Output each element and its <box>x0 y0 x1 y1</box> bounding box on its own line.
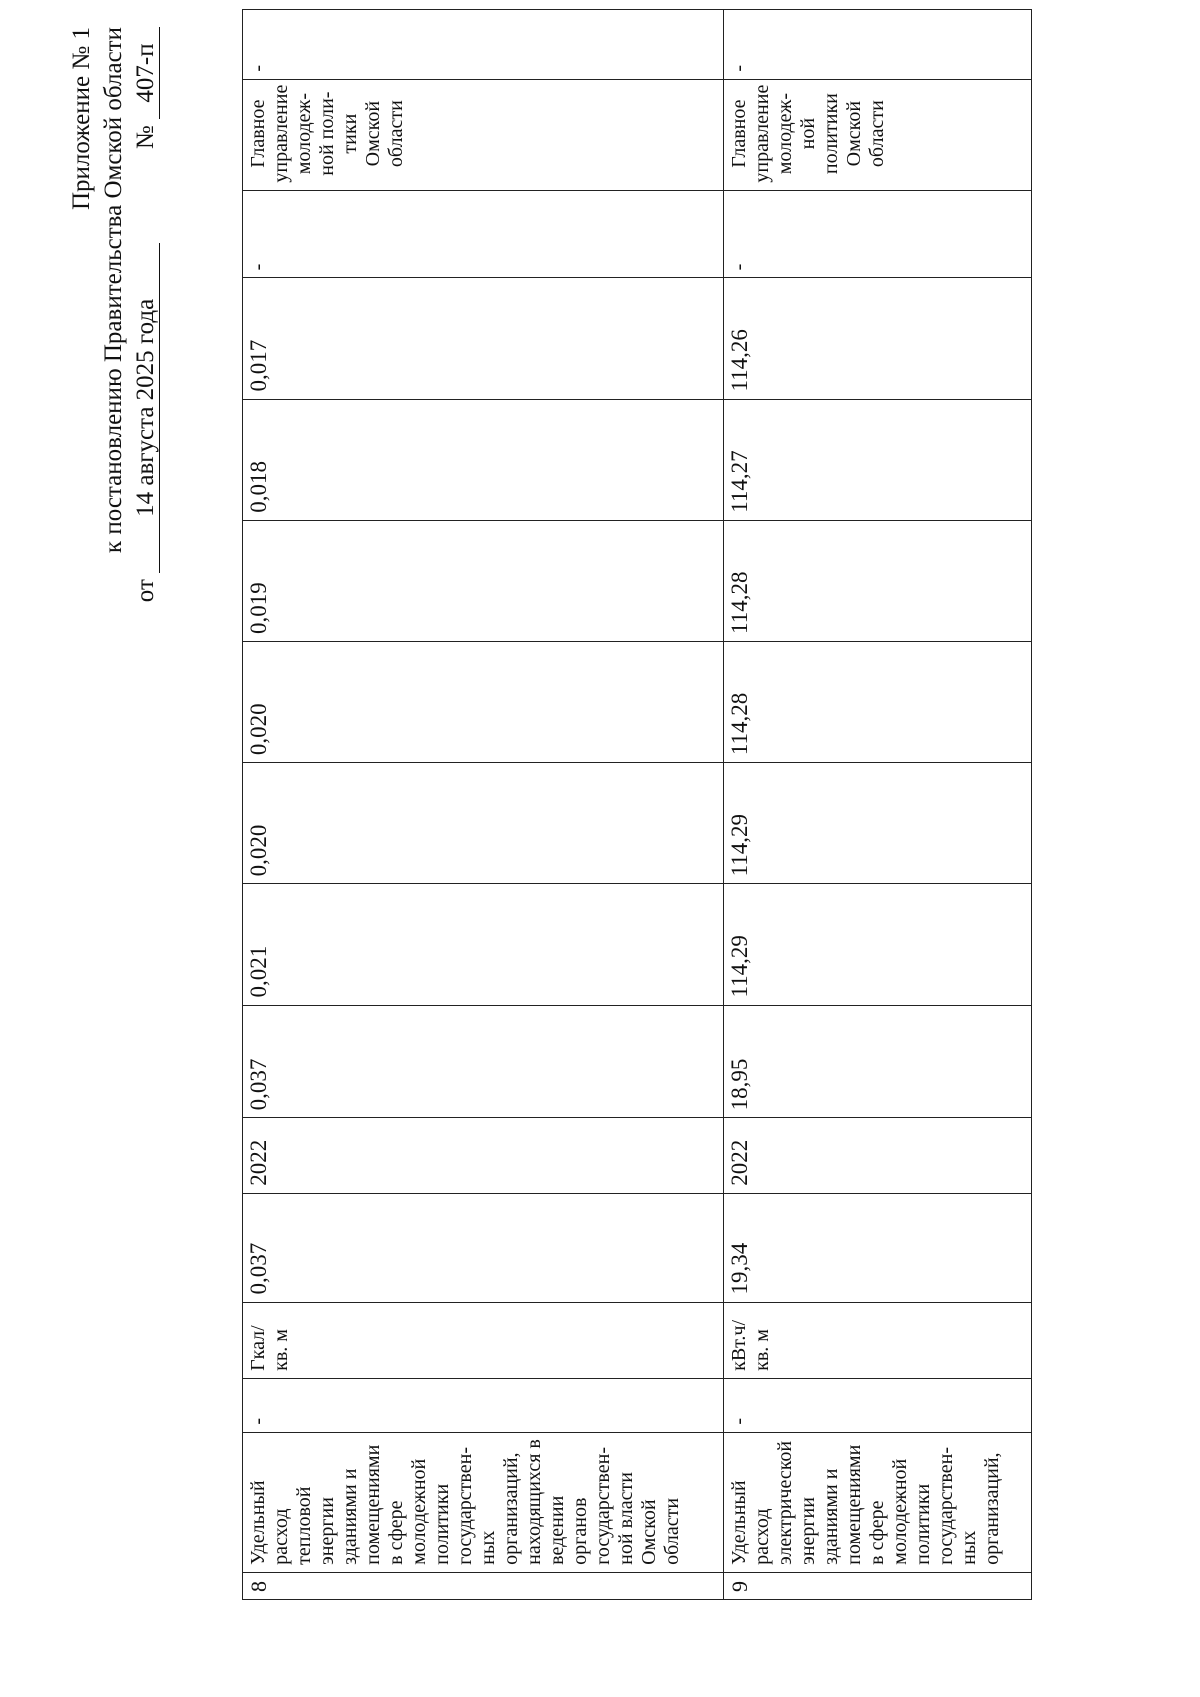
resolution-number: 407-п <box>133 27 160 119</box>
target-value: 0,019 <box>243 520 724 641</box>
target-value: 114,28 <box>724 641 1032 762</box>
appendix-date-line <box>130 27 162 647</box>
appendix-title: Приложение № 1 <box>68 27 95 211</box>
dash-cell: - <box>243 1378 724 1432</box>
appendix-subtitle: к постановлению Правительства Омской области <box>100 27 127 554</box>
target-value: 0,018 <box>243 399 724 520</box>
row-index: 8 <box>243 1572 724 1599</box>
target-value: 114,29 <box>724 884 1032 1005</box>
target-value: 114,29 <box>724 763 1032 884</box>
target-value: 0,020 <box>243 763 724 884</box>
dash-cell: - <box>724 9 1032 79</box>
dash-cell: - <box>243 190 724 278</box>
base-value: 0,037 <box>243 1193 724 1302</box>
target-value: 0,017 <box>243 278 724 399</box>
target-value: 18,95 <box>724 1005 1032 1118</box>
target-value: 114,27 <box>724 399 1032 520</box>
dash-cell: - <box>724 190 1032 278</box>
base-value: 19,34 <box>724 1193 1032 1302</box>
table-row <box>243 1 724 1600</box>
responsible-body: Главное управление молодеж-ной поли-тики Омской области <box>243 79 724 190</box>
number-prefix: № <box>132 125 159 150</box>
document-header <box>66 27 162 647</box>
unit-cell: кВт.ч/ кв. м <box>724 1302 1032 1378</box>
resolution-date: 14 августа 2025 года <box>133 243 160 573</box>
table-row <box>724 1 1032 1600</box>
target-value: 114,26 <box>724 278 1032 399</box>
date-prefix: от <box>132 579 159 603</box>
responsible-body: Главное управление молодеж-ной политики Омской области <box>724 79 1032 190</box>
indicator-name: Удельный расход тепловой энергии зданиями и помещениями в сфере молодежной политики государствен-ных организаций, находящихся в ведении органов государствен-ной власти Омской области <box>243 1432 724 1572</box>
target-value: 114,28 <box>724 520 1032 641</box>
base-year: 2022 <box>724 1118 1032 1193</box>
unit-cell: Гкал/ кв. м <box>243 1302 724 1378</box>
indicators-table <box>242 0 1032 1600</box>
indicator-name: Удельный расход электрической энергии зданиями и помещениями в сфере молодежной политики государствен-ных организаций, <box>724 1432 1032 1572</box>
dash-cell: - <box>724 1378 1032 1432</box>
target-value: 0,021 <box>243 884 724 1005</box>
dash-cell: - <box>243 9 724 79</box>
target-value: 0,037 <box>243 1005 724 1118</box>
row-index: 9 <box>724 1572 1032 1599</box>
target-value: 0,020 <box>243 641 724 762</box>
base-year: 2022 <box>243 1118 724 1193</box>
